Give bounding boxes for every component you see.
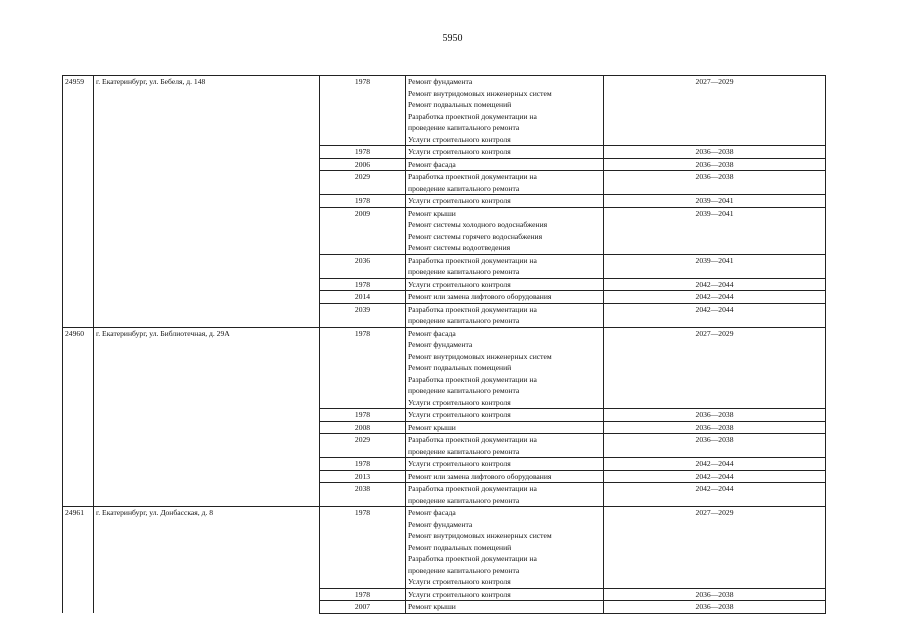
house-address-continued: [94, 254, 320, 278]
work-item: Ремонт подвальных помещений: [408, 100, 512, 109]
house-id-continued: [63, 588, 94, 601]
house-address-continued: [94, 483, 320, 507]
work-types: [406, 146, 604, 159]
work-item: Ремонт подвальных помещений: [408, 542, 512, 552]
work-types: [406, 158, 604, 171]
work-item: Ремонт или замена лифтового оборудования: [408, 292, 552, 301]
planned-period: 2042—2044: [604, 278, 826, 291]
work-item: проведение капитального ремонта: [408, 316, 520, 325]
work-item: проведение капитального ремонта: [408, 565, 520, 575]
house-id-continued: [63, 303, 94, 327]
planned-period: 2036—2038: [604, 409, 826, 422]
house-id-continued: [63, 470, 94, 483]
planned-period: 2036—2038: [604, 146, 826, 159]
planned-period: 2036—2038: [604, 601, 826, 614]
planned-period: 2036—2038: [604, 421, 826, 434]
last-repair-year: 1978: [320, 409, 406, 422]
work-types: [406, 483, 604, 507]
table-row: [63, 146, 826, 159]
table-row: [63, 434, 826, 458]
repair-schedule-table: [62, 75, 826, 614]
work-item: Ремонт фундамента: [408, 519, 473, 529]
planned-period: 2042—2044: [604, 483, 826, 507]
work-item: Ремонт фундамента: [408, 340, 473, 349]
table-row: [63, 303, 826, 327]
work-types: [406, 278, 604, 291]
table-row: [63, 601, 826, 614]
last-repair-year: 1978: [320, 76, 406, 146]
work-item: Разработка проектной документации на: [408, 255, 537, 265]
work-types: [406, 195, 604, 208]
work-item: Ремонт фундамента: [408, 77, 473, 86]
work-types: [406, 254, 604, 278]
house-address: г. Екатеринбург, ул. Донбасская, д. 8: [94, 507, 320, 589]
house-id-continued: [63, 207, 94, 254]
work-item: Услуги строительного контроля: [408, 459, 511, 468]
work-types: [406, 409, 604, 422]
house-address-continued: [94, 278, 320, 291]
work-types: [406, 421, 604, 434]
repair-schedule-body: [63, 76, 826, 614]
house-id-continued: [63, 171, 94, 195]
work-item: Ремонт системы водоотведения: [408, 243, 511, 252]
page-number: 5950: [442, 33, 463, 44]
last-repair-year: 1978: [320, 195, 406, 208]
last-repair-year: 1978: [320, 507, 406, 589]
last-repair-year: 1978: [320, 278, 406, 291]
work-item: Ремонт фасада: [408, 328, 456, 338]
last-repair-year: 2029: [320, 434, 406, 458]
house-id-continued: [63, 254, 94, 278]
planned-period: 2036—2038: [604, 588, 826, 601]
house-address-continued: [94, 421, 320, 434]
house-address-continued: [94, 409, 320, 422]
work-item: Разработка проектной документации на: [408, 172, 537, 181]
work-item: Ремонт крыши: [408, 602, 456, 611]
planned-period: 2027—2029: [604, 76, 826, 146]
planned-period: 2027—2029: [604, 327, 826, 409]
last-repair-year: 1978: [320, 327, 406, 409]
work-types: [406, 303, 604, 327]
work-item: проведение капитального ремонта: [408, 495, 520, 505]
table-row: [63, 483, 826, 507]
table-row: [63, 195, 826, 208]
work-item: Разработка проектной документации на: [408, 374, 537, 384]
work-item: Ремонт крыши: [408, 208, 456, 218]
table-row: [63, 76, 826, 146]
house-address-continued: [94, 195, 320, 208]
planned-period: 2042—2044: [604, 458, 826, 471]
table-row: [63, 507, 826, 589]
table-row: [63, 278, 826, 291]
last-repair-year: 1978: [320, 458, 406, 471]
last-repair-year: 1978: [320, 588, 406, 601]
table-row: [63, 158, 826, 171]
last-repair-year: 2039: [320, 303, 406, 327]
house-id-continued: [63, 409, 94, 422]
planned-period: 2027—2029: [604, 507, 826, 589]
last-repair-year: 1978: [320, 146, 406, 159]
work-item: проведение капитального ремонта: [408, 183, 520, 193]
planned-period: 2042—2044: [604, 291, 826, 304]
planned-period: 2036—2038: [604, 171, 826, 195]
work-item: Ремонт внутридомовых инженерных систем: [408, 351, 552, 361]
work-types: [406, 601, 604, 614]
planned-period: 2039—2041: [604, 254, 826, 278]
work-item: проведение капитального ремонта: [408, 123, 520, 132]
house-address: г. Екатеринбург, ул. Бебеля, д. 148: [94, 76, 320, 146]
house-id-continued: [63, 195, 94, 208]
work-item: Разработка проектной документации на: [408, 554, 537, 563]
last-repair-year: 2014: [320, 291, 406, 304]
work-item: Разработка проектной документации на: [408, 304, 537, 314]
table-row: [63, 291, 826, 304]
last-repair-year: 2006: [320, 158, 406, 171]
work-item: Разработка проектной документации на: [408, 435, 537, 444]
house-id-continued: [63, 601, 94, 614]
work-types: [406, 76, 604, 146]
house-id: 24961: [63, 507, 94, 589]
work-types: [406, 507, 604, 589]
work-item: Ремонт или замена лифтового оборудования: [408, 471, 552, 481]
last-repair-year: 2013: [320, 470, 406, 483]
house-id-continued: [63, 291, 94, 304]
house-address-continued: [94, 470, 320, 483]
work-types: [406, 291, 604, 304]
house-id-continued: [63, 421, 94, 434]
work-item: Ремонт фасада: [408, 159, 456, 169]
planned-period: 2039—2041: [604, 207, 826, 254]
house-address-continued: [94, 434, 320, 458]
table-row: [63, 327, 826, 409]
work-item: Услуги строительного контроля: [408, 134, 511, 144]
table-row: [63, 458, 826, 471]
house-address: г. Екатеринбург, ул. Библиотечная, д. 29А: [94, 327, 320, 409]
planned-period: 2036—2038: [604, 158, 826, 171]
work-types: [406, 588, 604, 601]
house-id-continued: [63, 278, 94, 291]
last-repair-year: 2008: [320, 421, 406, 434]
planned-period: 2042—2044: [604, 470, 826, 483]
house-id-continued: [63, 158, 94, 171]
work-item: Услуги строительного контроля: [408, 577, 511, 586]
house-id-continued: [63, 458, 94, 471]
table-row: [63, 171, 826, 195]
table-row: [63, 409, 826, 422]
work-types: [406, 434, 604, 458]
work-item: Ремонт фасада: [408, 508, 456, 517]
house-address-continued: [94, 158, 320, 171]
work-item: Ремонт внутридомовых инженерных систем: [408, 88, 552, 98]
last-repair-year: 2029: [320, 171, 406, 195]
house-id: 24960: [63, 327, 94, 409]
house-address-continued: [94, 303, 320, 327]
work-item: Услуги строительного контроля: [408, 397, 511, 407]
house-address-continued: [94, 601, 320, 614]
house-address-continued: [94, 171, 320, 195]
last-repair-year: 2007: [320, 601, 406, 614]
work-item: Ремонт подвальных помещений: [408, 363, 512, 372]
work-item: Разработка проектной документации на: [408, 111, 537, 121]
planned-period: 2036—2038: [604, 434, 826, 458]
house-id-continued: [63, 483, 94, 507]
house-address-continued: [94, 458, 320, 471]
work-types: [406, 207, 604, 254]
work-item: проведение капитального ремонта: [408, 446, 520, 456]
work-item: Услуги строительного контроля: [408, 589, 511, 599]
work-item: Ремонт крыши: [408, 422, 456, 432]
planned-period: 2042—2044: [604, 303, 826, 327]
work-item: Услуги строительного контроля: [408, 279, 511, 289]
work-item: Ремонт внутридомовых инженерных систем: [408, 531, 552, 540]
table-row: [63, 421, 826, 434]
last-repair-year: 2038: [320, 483, 406, 507]
house-id: 24959: [63, 76, 94, 146]
work-item: проведение капитального ремонта: [408, 267, 520, 276]
table-row: [63, 470, 826, 483]
house-id-continued: [63, 434, 94, 458]
work-item: Разработка проектной документации на: [408, 484, 537, 493]
work-types: [406, 458, 604, 471]
work-item: Услуги строительного контроля: [408, 147, 511, 156]
work-item: Услуги строительного контроля: [408, 196, 511, 205]
table-row: [63, 588, 826, 601]
work-item: Ремонт системы холодного водоснабжения: [408, 220, 548, 229]
house-address-continued: [94, 588, 320, 601]
house-address-continued: [94, 207, 320, 254]
table-row: [63, 254, 826, 278]
work-types: [406, 327, 604, 409]
planned-period: 2039—2041: [604, 195, 826, 208]
work-item: проведение капитального ремонта: [408, 386, 520, 395]
last-repair-year: 2009: [320, 207, 406, 254]
house-id-continued: [63, 146, 94, 159]
work-types: [406, 171, 604, 195]
house-address-continued: [94, 291, 320, 304]
last-repair-year: 2036: [320, 254, 406, 278]
table-row: [63, 207, 826, 254]
work-types: [406, 470, 604, 483]
work-item: Ремонт системы горячего водоснабжения: [408, 231, 543, 241]
work-item: Услуги строительного контроля: [408, 410, 511, 419]
house-address-continued: [94, 146, 320, 159]
